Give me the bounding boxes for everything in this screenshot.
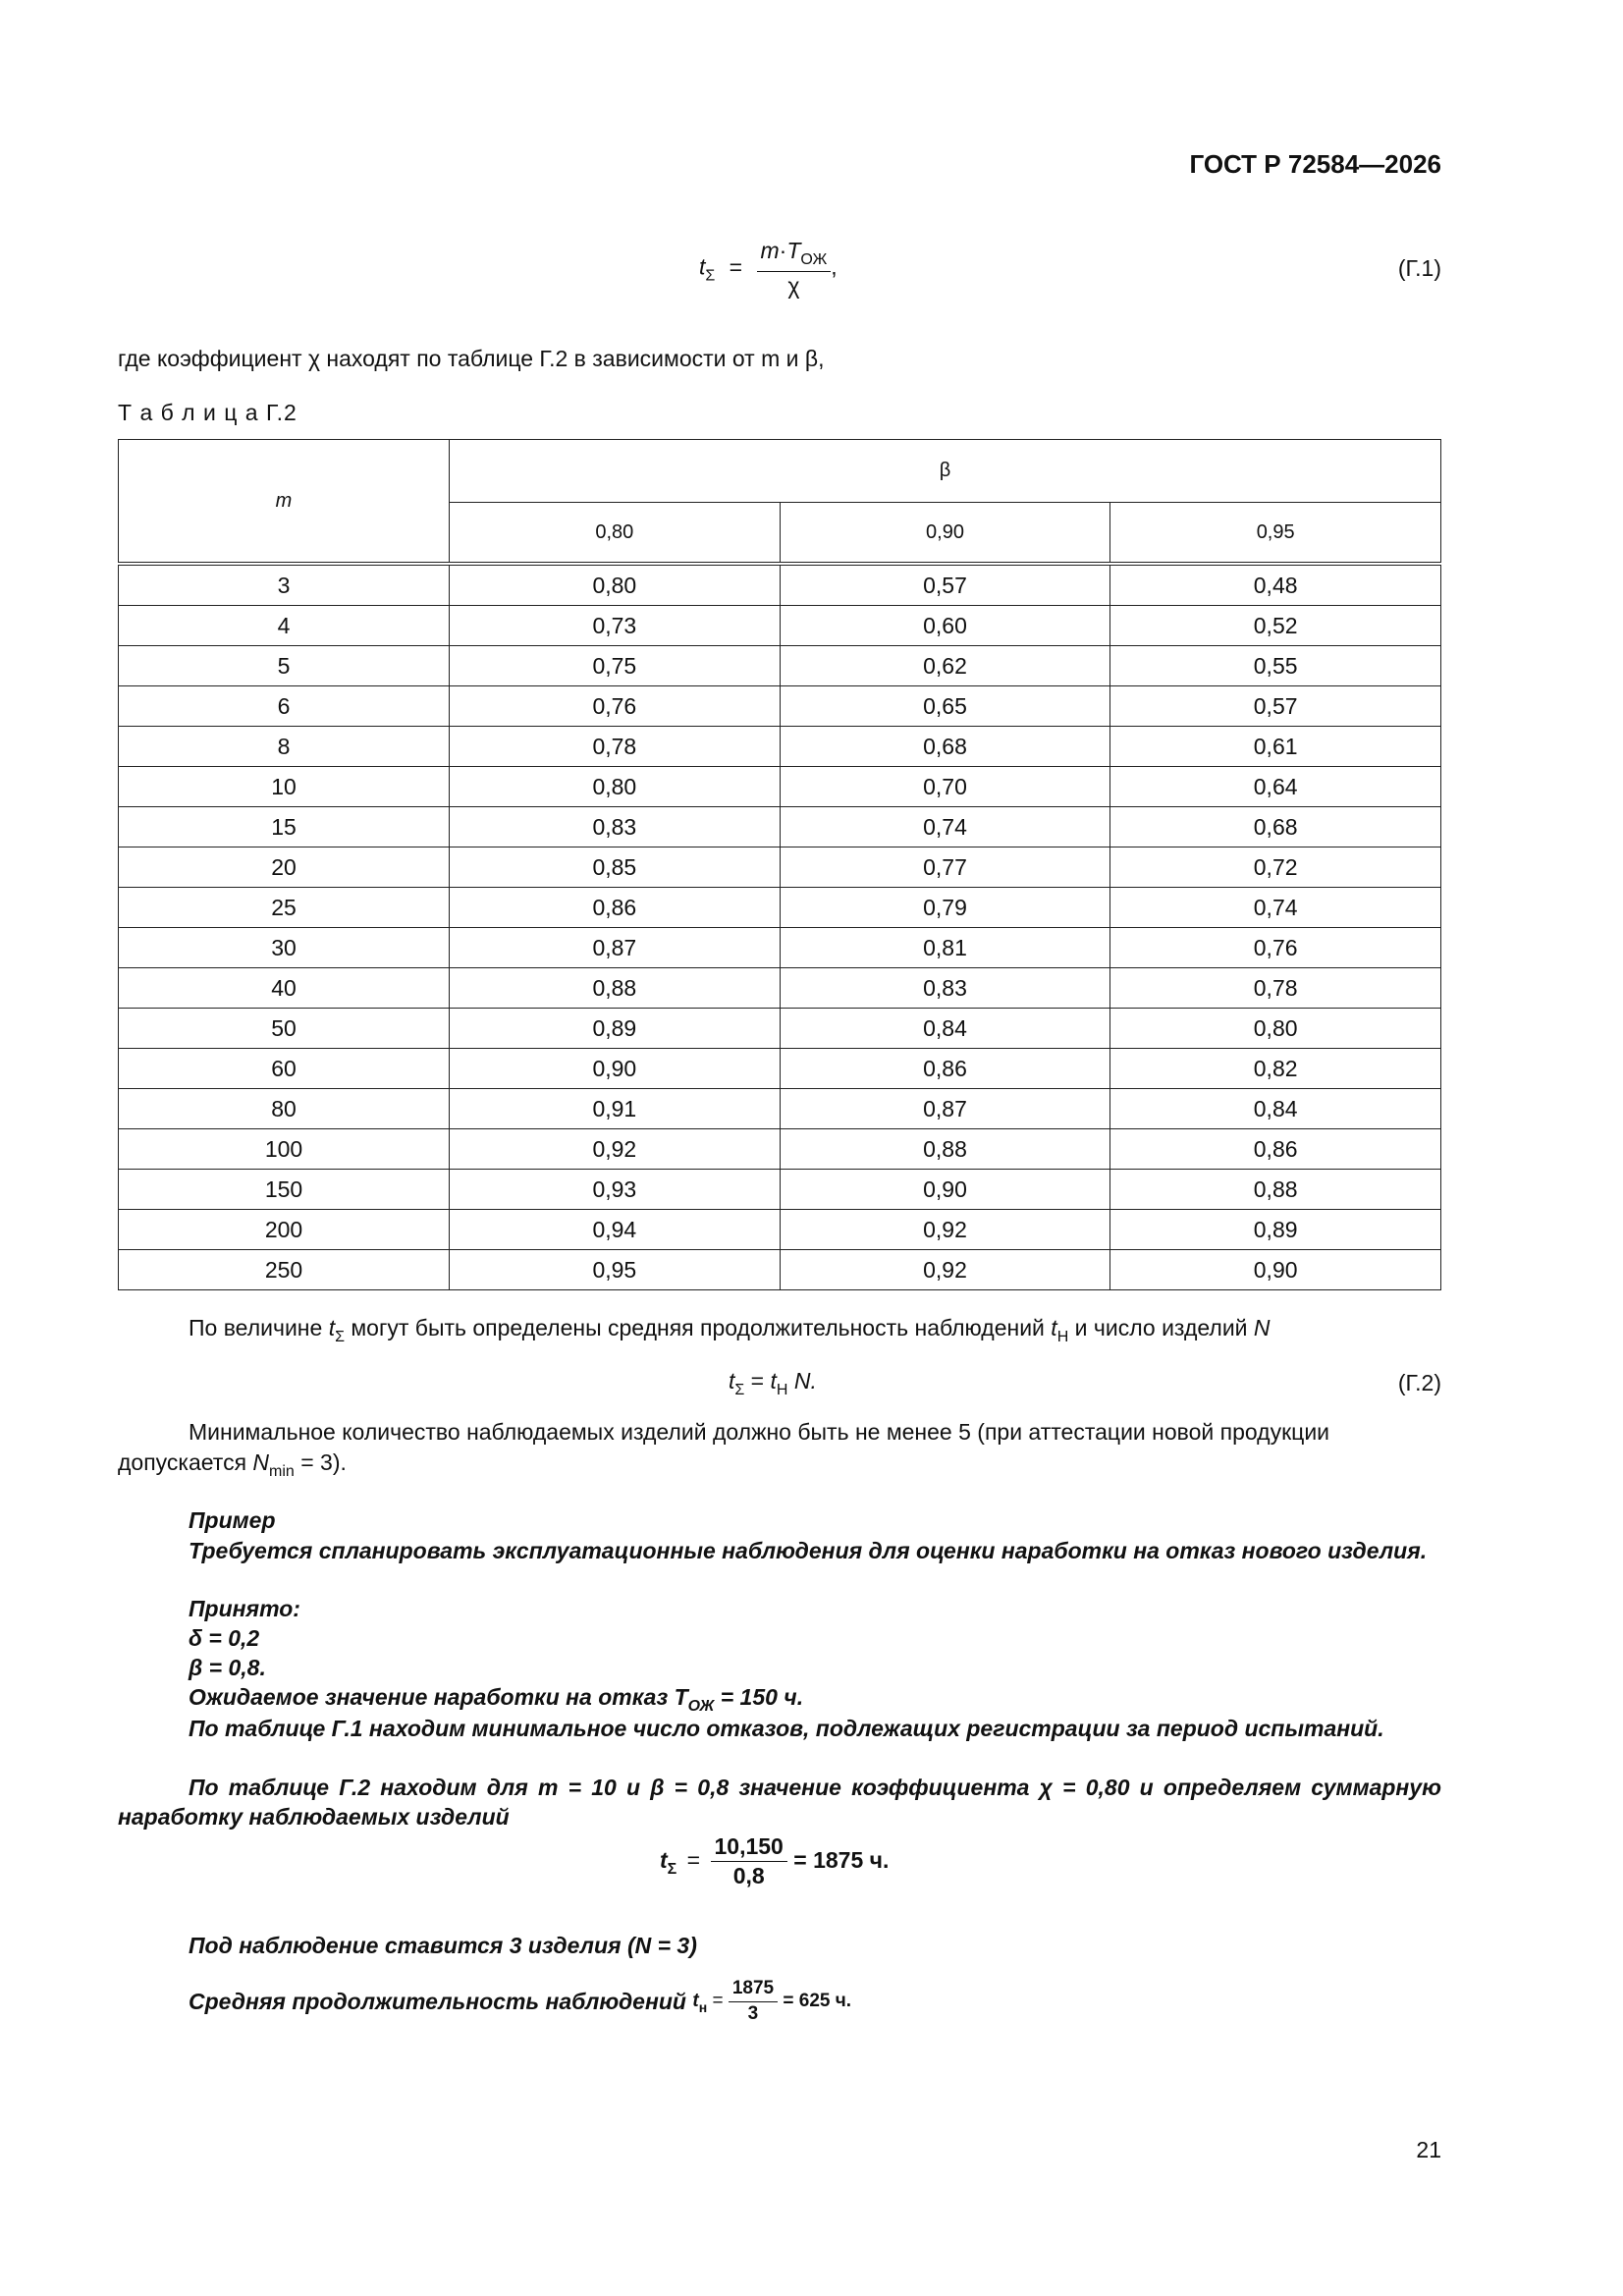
table-cell-chi: 0,77 <box>780 847 1110 888</box>
paragraph-observation-text-c: и число изделий <box>1068 1315 1254 1340</box>
table-row <box>119 646 1441 686</box>
table-cell-chi: 0,94 <box>450 1210 781 1250</box>
table-row <box>119 1129 1441 1170</box>
table-cell-m: 6 <box>119 686 450 727</box>
table-cell-chi: 0,86 <box>450 888 781 928</box>
table-cell-chi: 0,78 <box>1110 968 1441 1009</box>
table-cell-chi: 0,90 <box>1110 1250 1441 1290</box>
formula-g1-num-m: m <box>760 238 780 263</box>
table-cell-chi: 0,65 <box>780 686 1110 727</box>
table-cell-m: 30 <box>119 928 450 968</box>
table-row <box>119 564 1441 606</box>
table-cell-chi: 0,90 <box>780 1170 1110 1210</box>
table-cell-chi: 0,60 <box>780 606 1110 646</box>
table-cell-chi: 0,89 <box>1110 1210 1441 1250</box>
table-cell-chi: 0,70 <box>780 767 1110 807</box>
example-expected <box>189 1684 803 1716</box>
formula-g2 <box>729 1368 817 1399</box>
table-row <box>119 727 1441 767</box>
paragraph-observation-text-b: могут быть определены средняя продолжительность наблюдений <box>344 1315 1052 1340</box>
table-row <box>119 606 1441 646</box>
table-cell-chi: 0,92 <box>450 1129 781 1170</box>
table-cell-m: 250 <box>119 1250 450 1290</box>
formula-total-rhs: = 1875 ч. <box>793 1846 890 1873</box>
formula-duration-fraction <box>729 1979 778 2025</box>
coefficient-table <box>118 439 1441 1290</box>
table-cell-chi: 0,88 <box>450 968 781 1009</box>
table-cell-m: 100 <box>119 1129 450 1170</box>
table-cell-chi: 0,68 <box>1110 807 1441 847</box>
paragraph-minimum-n-sub: min <box>269 1463 295 1480</box>
table-row <box>119 1089 1441 1129</box>
table-cell-chi: 0,78 <box>450 727 781 767</box>
formula-g1-tail: , <box>831 253 838 280</box>
table-cell-m: 50 <box>119 1009 450 1049</box>
formula-g2-t: t <box>770 1368 777 1394</box>
table-cell-chi: 0,90 <box>450 1049 781 1089</box>
example-title: Пример <box>189 1507 276 1533</box>
example-units-text: Под наблюдение ставится 3 изделия (N = 3) <box>189 1933 697 1958</box>
example-expected-sub: ОЖ <box>687 1698 715 1715</box>
paragraph-observation-tn: t <box>1051 1315 1057 1340</box>
example-expected-text-b: = 150 ч. <box>714 1684 804 1710</box>
formula-duration-eq: = <box>712 1991 724 2012</box>
paragraph-observation-text-a: По величине <box>189 1315 329 1340</box>
paragraph-observation <box>118 1313 1441 1352</box>
example-beta: β = 0,8. <box>189 1655 266 1680</box>
formula-g1-num-t: T <box>786 238 801 263</box>
table-cell-m: 8 <box>119 727 450 767</box>
table-row <box>119 1250 1441 1290</box>
table-row <box>119 1049 1441 1089</box>
table-cell-m: 5 <box>119 646 450 686</box>
formula-g2-number: (Г.2) <box>1397 1370 1441 1395</box>
table-cell-m: 150 <box>119 1170 450 1210</box>
table-cell-m: 25 <box>119 888 450 928</box>
table-cell-chi: 0,92 <box>780 1250 1110 1290</box>
formula-total-eq: = <box>686 1846 701 1873</box>
table-cell-chi: 0,86 <box>1110 1129 1441 1170</box>
table-cell-chi: 0,74 <box>1110 888 1441 928</box>
table-row <box>119 847 1441 888</box>
table-cell-m: 200 <box>119 1210 450 1250</box>
table-cell-chi: 0,80 <box>1110 1009 1441 1049</box>
example-table2-text: По таблице Г.2 находим для m = 10 и β = 0,8 значение коэффициента χ = 0,80 и определяем суммарную наработку наблюдаемых изделий <box>118 1775 1441 1830</box>
table-cell-chi: 0,72 <box>1110 847 1441 888</box>
table-cell-chi: 0,87 <box>780 1089 1110 1129</box>
table-row <box>119 1210 1441 1250</box>
page-number: 21 <box>1416 2137 1441 2162</box>
table-cell-chi: 0,84 <box>1110 1089 1441 1129</box>
table-header-beta-value: 0,90 <box>780 503 1110 565</box>
example-task: Требуется спланировать эксплуатационные наблюдения для оценки наработки на отказ нового изделия. <box>189 1538 1428 1563</box>
table-cell-chi: 0,76 <box>450 686 781 727</box>
formula-g1-fraction <box>757 239 832 299</box>
paragraph-observation-t: t <box>328 1315 336 1340</box>
formula-duration-den: 3 <box>747 2002 759 2024</box>
table-cell-chi: 0,55 <box>1110 646 1441 686</box>
table-cell-m: 60 <box>119 1049 450 1089</box>
formula-g2-lhs: t <box>729 1368 735 1394</box>
table-cell-chi: 0,88 <box>780 1129 1110 1170</box>
formula-total-fraction <box>711 1834 787 1889</box>
table-cell-chi: 0,74 <box>780 807 1110 847</box>
table-header-beta-value: 0,95 <box>1110 503 1441 565</box>
formula-total-den: 0,8 <box>732 1863 765 1889</box>
formula-g1-eq: = <box>729 253 743 280</box>
table-cell-m: 40 <box>119 968 450 1009</box>
formula-g1-num-t-sub: ОЖ <box>800 251 828 268</box>
table-row <box>119 807 1441 847</box>
paragraph-minimum-n: N <box>252 1449 270 1475</box>
table-cell-chi: 0,83 <box>780 968 1110 1009</box>
paragraph-minimum <box>118 1417 1441 1487</box>
formula-g2-t-sub: Н <box>776 1382 788 1398</box>
formula-duration-num: 1875 <box>729 1979 778 2002</box>
formula-g1 <box>699 239 838 299</box>
table-cell-chi: 0,79 <box>780 888 1110 928</box>
table-header-beta-value: 0,80 <box>450 503 781 565</box>
paragraph-minimum-text-a: Минимальное количество наблюдаемых изделий должно быть не менее 5 (при аттестации новой продукции допускается <box>118 1419 1330 1475</box>
table-row <box>119 888 1441 928</box>
formula-duration-lhs: t <box>692 1991 699 2012</box>
paragraph-minimum-text-b: = 3). <box>294 1449 347 1475</box>
formula-total <box>660 1834 889 1889</box>
table-row <box>119 928 1441 968</box>
table-cell-chi: 0,57 <box>780 564 1110 606</box>
table-cell-chi: 0,82 <box>1110 1049 1441 1089</box>
formula-g1-den: χ <box>787 272 800 299</box>
formula-g2-eq: = <box>744 1368 771 1394</box>
table-row <box>119 686 1441 727</box>
intro-text: где коэффициент χ находят по таблице Г.2 в зависимости от m и β, <box>118 346 825 371</box>
table-cell-chi: 0,80 <box>450 564 781 606</box>
table-row <box>119 968 1441 1009</box>
example-duration-text: Средняя продолжительность наблюдений <box>189 1988 693 2014</box>
table-header-beta: β <box>450 440 1441 503</box>
paragraph-observation-n: N <box>1253 1315 1271 1340</box>
formula-g2-lhs-sub: Σ <box>734 1382 745 1398</box>
example-expected-text-a: Ожидаемое значение наработки на отказ T <box>189 1684 688 1710</box>
table-cell-chi: 0,87 <box>450 928 781 968</box>
paragraph-observation-tn-sub: Н <box>1056 1329 1069 1345</box>
table-caption: Т а б л и ц а Г.2 <box>118 400 298 425</box>
table-cell-m: 20 <box>119 847 450 888</box>
table-header-m: m <box>119 440 450 565</box>
table-cell-chi: 0,76 <box>1110 928 1441 968</box>
example-duration <box>189 1979 851 2025</box>
table-cell-chi: 0,64 <box>1110 767 1441 807</box>
table-cell-m: 4 <box>119 606 450 646</box>
table-row <box>119 1009 1441 1049</box>
table-cell-m: 3 <box>119 564 450 606</box>
table-cell-chi: 0,83 <box>450 807 781 847</box>
table-row <box>119 1170 1441 1210</box>
table-cell-chi: 0,81 <box>780 928 1110 968</box>
formula-total-num: 10,150 <box>711 1834 787 1862</box>
example-table1-text: По таблице Г.1 находим минимальное число отказов, подлежащих регистрации за период испытаний. <box>189 1716 1384 1741</box>
table-cell-chi: 0,73 <box>450 606 781 646</box>
table-cell-chi: 0,88 <box>1110 1170 1441 1210</box>
table-cell-m: 15 <box>119 807 450 847</box>
table-cell-chi: 0,91 <box>450 1089 781 1129</box>
table-cell-chi: 0,86 <box>780 1049 1110 1089</box>
formula-total-lhs-sub: Σ <box>667 1860 677 1878</box>
table-cell-chi: 0,89 <box>450 1009 781 1049</box>
document-header: ГОСТ Р 72584—2026 <box>1189 149 1441 179</box>
formula-g1-num-dot: · <box>779 238 787 263</box>
table-cell-chi: 0,57 <box>1110 686 1441 727</box>
formula-total-lhs: t <box>660 1846 668 1873</box>
formula-g1-lhs-sub: Σ <box>705 267 716 285</box>
table-cell-chi: 0,80 <box>450 767 781 807</box>
table-cell-chi: 0,93 <box>450 1170 781 1210</box>
table-cell-chi: 0,48 <box>1110 564 1441 606</box>
table-row <box>119 767 1441 807</box>
table-cell-chi: 0,84 <box>780 1009 1110 1049</box>
formula-g1-number: (Г.1) <box>1397 255 1441 281</box>
formula-g2-n: N. <box>787 1368 817 1394</box>
table-cell-chi: 0,95 <box>450 1250 781 1290</box>
example-accepted: Принято: <box>189 1596 300 1621</box>
formula-duration-lhs-sub: н <box>698 1999 708 2016</box>
formula-duration-rhs: = 625 ч. <box>783 1991 852 2012</box>
table-cell-chi: 0,92 <box>780 1210 1110 1250</box>
table-cell-m: 80 <box>119 1089 450 1129</box>
formula-g1-lhs: t <box>699 253 706 280</box>
table-cell-m: 10 <box>119 767 450 807</box>
table-cell-chi: 0,68 <box>780 727 1110 767</box>
table-cell-chi: 0,52 <box>1110 606 1441 646</box>
table-cell-chi: 0,61 <box>1110 727 1441 767</box>
table-cell-chi: 0,75 <box>450 646 781 686</box>
table-cell-chi: 0,62 <box>780 646 1110 686</box>
table-cell-chi: 0,85 <box>450 847 781 888</box>
paragraph-observation-t-sub: Σ <box>335 1329 345 1345</box>
example-delta: δ = 0,2 <box>189 1625 260 1651</box>
